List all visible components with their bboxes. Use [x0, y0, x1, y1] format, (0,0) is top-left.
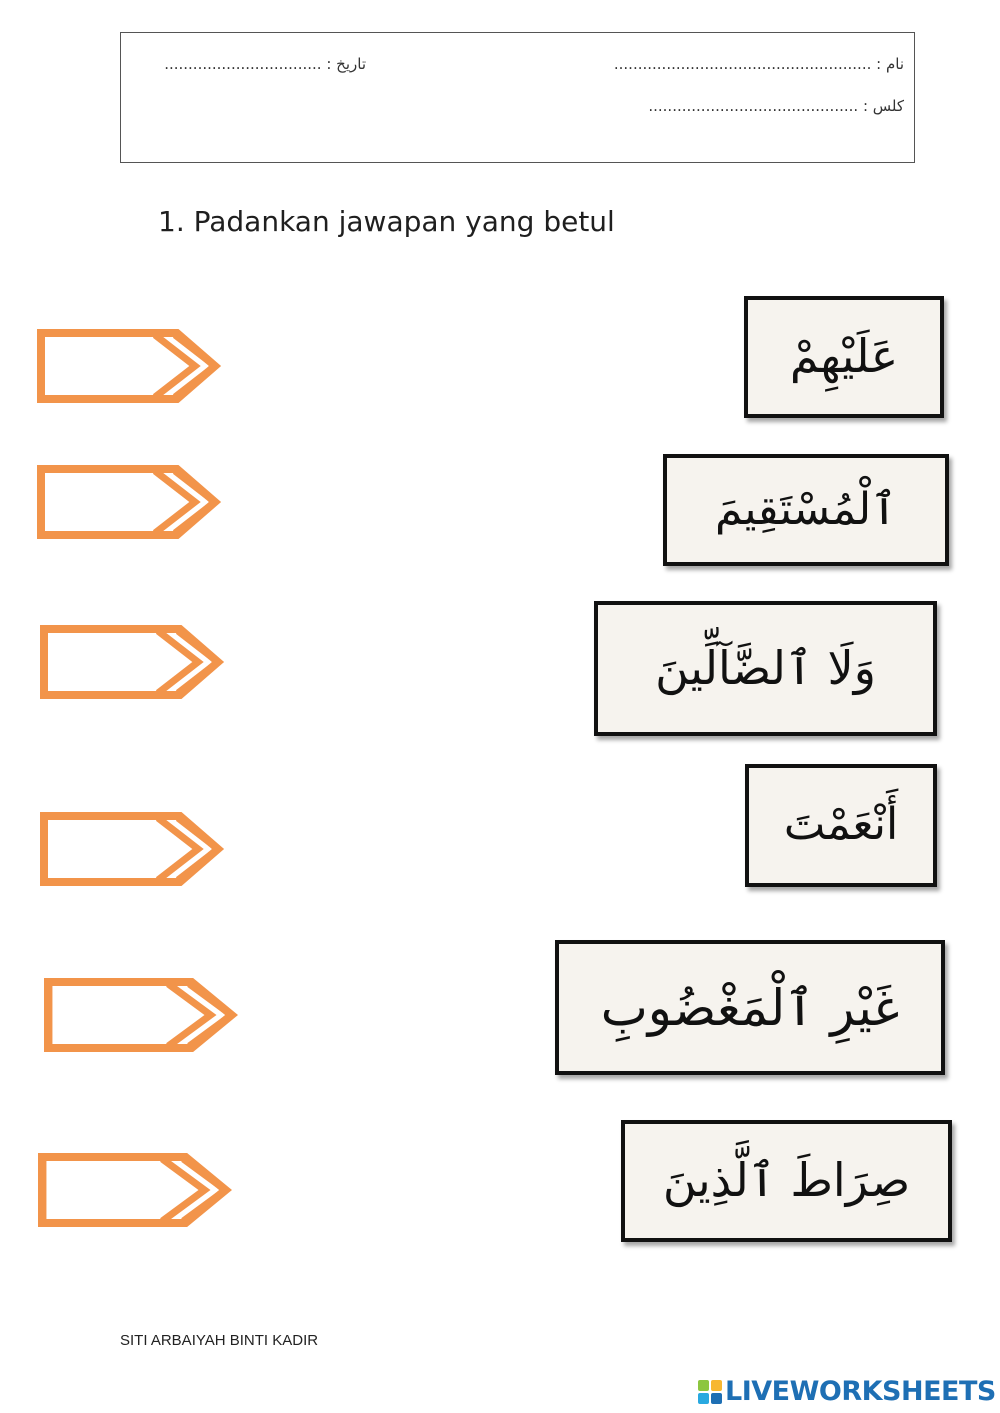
date-field[interactable]	[164, 55, 366, 73]
word-card-5[interactable]	[555, 940, 945, 1075]
chevron-arrow-icon	[40, 810, 226, 888]
liveworksheets-logo	[698, 1376, 996, 1407]
word-card-6[interactable]	[621, 1120, 952, 1242]
word-card-3[interactable]	[594, 601, 937, 736]
answer-arrow-6[interactable]	[38, 1151, 234, 1229]
chevron-arrow-icon	[37, 463, 223, 541]
name-dots: ......................................................	[613, 55, 872, 73]
word-card-4[interactable]	[745, 764, 937, 887]
answer-arrow-2[interactable]	[37, 463, 223, 541]
word-text: صِرَاطَ ٱلَّذِينَ	[662, 1153, 911, 1208]
chevron-arrow-icon	[37, 327, 223, 405]
class-dots: ............................................	[648, 97, 859, 115]
word-card-1[interactable]	[744, 296, 944, 418]
name-label: نام :	[876, 55, 904, 73]
class-label: كلس :	[862, 97, 904, 115]
liveworksheets-icon	[698, 1380, 722, 1404]
word-text: وَلَا ٱلضَّآلِّينَ	[655, 640, 876, 695]
word-text: أَنْعَمْتَ	[783, 799, 899, 851]
answer-arrow-4[interactable]	[40, 810, 226, 888]
date-label: تاريخ :	[326, 55, 366, 73]
class-field[interactable]	[648, 97, 904, 115]
word-text: غَيْرِ ٱلْمَغْضُوبِ	[600, 978, 900, 1037]
date-dots: .................................	[164, 55, 322, 73]
name-field[interactable]	[614, 55, 904, 73]
answer-arrow-5[interactable]	[44, 976, 240, 1054]
answer-arrow-3[interactable]	[40, 623, 226, 701]
word-text: عَلَيْهِمْ	[789, 329, 899, 384]
answer-arrow-1[interactable]	[37, 327, 223, 405]
brand-name: LIVEWORKSHEETS	[725, 1376, 996, 1407]
question-title: 1. Padankan jawapan yang betul	[158, 205, 615, 238]
student-info-box	[120, 32, 915, 163]
chevron-arrow-icon	[40, 623, 226, 701]
chevron-arrow-icon	[44, 976, 240, 1054]
word-text: ٱلْمُسْتَقِيمَ	[715, 483, 897, 535]
word-card-2[interactable]	[663, 454, 949, 566]
author-name: SITI ARBAIYAH BINTI KADIR	[120, 1332, 319, 1349]
chevron-arrow-icon	[38, 1151, 234, 1229]
